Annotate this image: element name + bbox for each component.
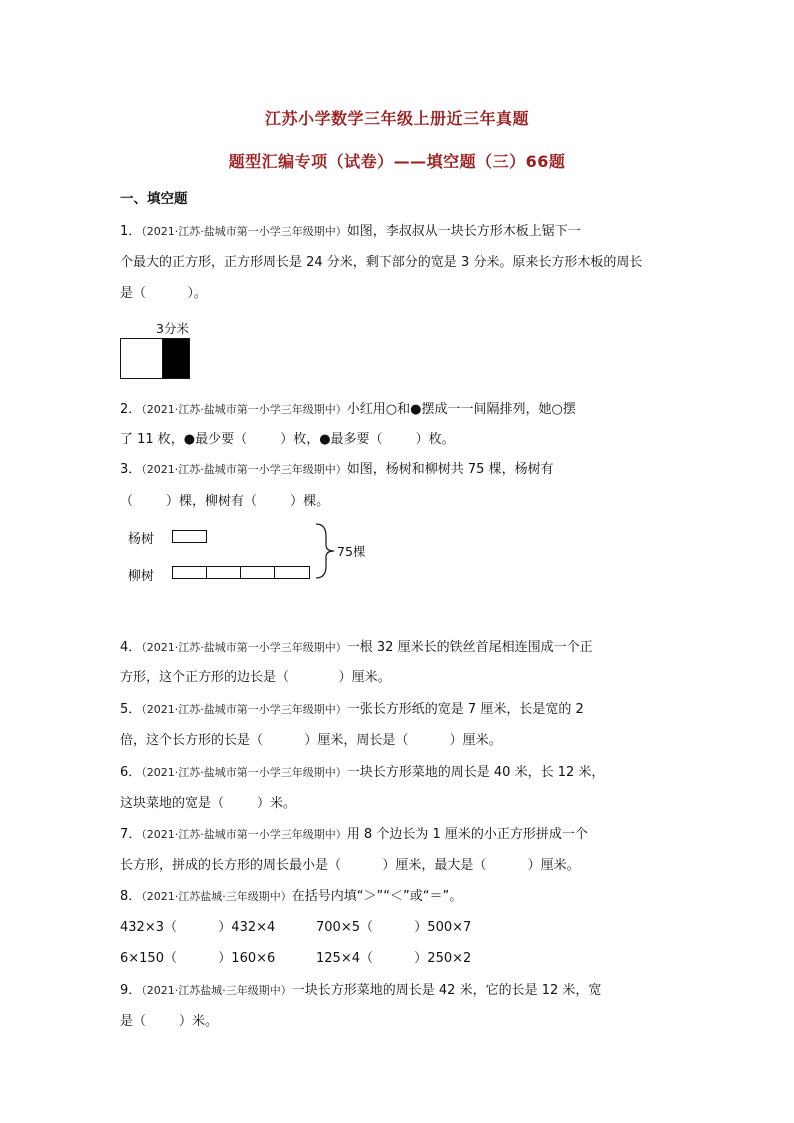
poplar-label: 杨树: [128, 532, 155, 547]
question-6-line-1: 6．（2021·江苏·盐城市第一小学三年级期中）一块长方形菜地的周长是 40 米，长 12 米，: [120, 765, 605, 780]
question-2-line-1: 2．（2021·江苏·盐城市第一小学三年级期中）小红用○和●摆成一一间隔排列，她○摆: [120, 402, 576, 417]
question-9-line-1: 9．（2021·江苏盐城·三年级期中）一块长方形菜地的周长是 42 米，它的长是 12 米，宽: [120, 983, 602, 998]
question-3-line-2: （ ）棵，柳树有（ ）棵。: [120, 494, 330, 509]
comparison-1: 432×3（ ）432×4: [120, 920, 276, 935]
question-4-line-1: 4．（2021·江苏·盐城市第一小学三年级期中）一根 32 厘米长的铁丝首尾相连围成一个正: [120, 640, 593, 655]
question-1-line-1: 1．（2021·江苏·盐城市第一小学三年级期中）如图，李叔叔从一块长方形木板上锯下一: [120, 224, 581, 239]
willow-bar-segment: [274, 566, 310, 579]
question-5-line-2: 倍，这个长方形的长是（ ）厘米，周长是（ ）厘米。: [120, 733, 502, 748]
willow-bar-segment: [240, 566, 275, 579]
page-title: 江苏小学数学三年级上册近三年真题: [264, 109, 529, 128]
figure-1-square: [120, 338, 163, 379]
question-3-line-1: 3．（2021·江苏·盐城市第一小学三年级期中）如图，杨树和柳树共 75 棵，杨树有: [120, 462, 554, 477]
willow-bar-segment: [172, 566, 207, 579]
question-8-line-1: 8．（2021·江苏盐城·三年级期中）在括号内填“＞”“＜”或“＝”。: [120, 889, 463, 904]
question-1-line-2: 个最大的正方形，正方形周长是 24 分米，剩下部分的宽是 3 分米。原来长方形木板的周长: [120, 255, 643, 270]
page-subtitle: 题型汇编专项（试卷）——填空题（三）66题: [228, 152, 566, 171]
question-2-line-2: 了 11 枚，●最少要（ ）枚，●最多要（ ）枚。: [120, 432, 455, 447]
curly-brace: [314, 522, 336, 580]
figure-1-label: 3分米: [156, 321, 189, 336]
willow-bar-segment: [206, 566, 241, 579]
figure-1-remaining-strip: [162, 338, 190, 379]
question-7-line-2: 长方形，拼成的长方形的周长最小是（ ）厘米，最大是（ ）厘米。: [120, 858, 580, 873]
question-7-line-1: 7．（2021·江苏·盐城市第一小学三年级期中）用 8 个边长为 1 厘米的小正方形拼成一个: [120, 827, 588, 842]
question-9-line-2: 是（ ）米。: [120, 1014, 219, 1029]
willow-label: 柳树: [128, 569, 155, 584]
question-6-line-2: 这块菜地的宽是（ ）米。: [120, 796, 297, 811]
total-label: 75棵: [337, 544, 366, 559]
question-4-line-2: 方形，这个正方形的边长是（ ）厘米。: [120, 670, 391, 685]
question-1-line-3: 是（ ）。: [120, 286, 207, 301]
section-heading: 一、填空题: [120, 191, 188, 207]
comparison-3: 6×150（ ）160×6: [120, 951, 276, 966]
poplar-bar: [172, 530, 207, 543]
comparison-4: 125×4（ ）250×2: [316, 951, 472, 966]
comparison-2: 700×5（ ）500×7: [316, 920, 472, 935]
question-5-line-1: 5．（2021·江苏·盐城市第一小学三年级期中）一张长方形纸的宽是 7 厘米，长是宽的 2: [120, 702, 584, 717]
